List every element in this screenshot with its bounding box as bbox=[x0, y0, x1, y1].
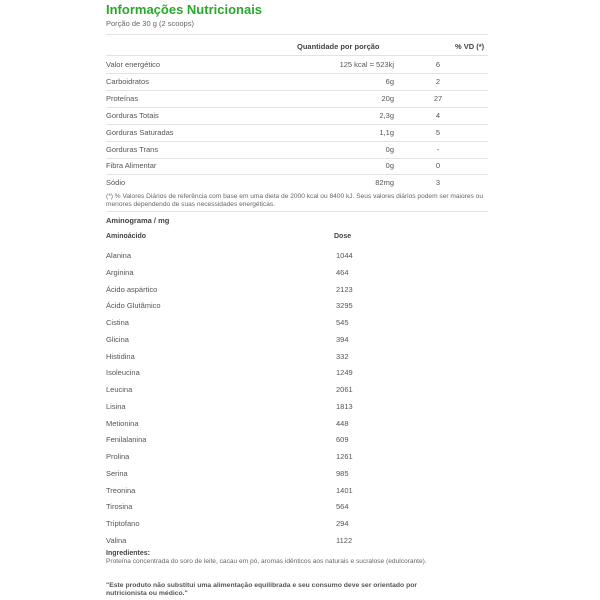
aminoacid-dose: 985 bbox=[336, 468, 349, 478]
nutrient-name: Carboidratos bbox=[106, 76, 149, 86]
nutrient-name: Gorduras Saturadas bbox=[106, 127, 174, 137]
aminoacid-column-header: Aminoácido bbox=[106, 233, 147, 240]
nutrient-name: Proteínas bbox=[106, 93, 139, 103]
nutrient-dv: 27 bbox=[433, 93, 443, 103]
aminoacid-name: Valina bbox=[106, 535, 127, 545]
divider bbox=[106, 158, 488, 159]
table-row bbox=[106, 94, 488, 111]
ingredients-text: Proteína concentrada do soro de leite, cacau em pó, aromas idênticos aos naturais e sucralose (edulcorante). bbox=[106, 558, 427, 565]
divider bbox=[106, 90, 488, 91]
table-row bbox=[106, 111, 488, 128]
aminoacid-dose: 1813 bbox=[336, 401, 353, 411]
nutrient-dv: 4 bbox=[435, 110, 441, 120]
aminoacid-name: Metionina bbox=[106, 418, 139, 428]
aminoacid-dose: 609 bbox=[336, 435, 349, 445]
divider bbox=[106, 141, 488, 142]
table-row bbox=[106, 145, 488, 162]
nutrient-dv: 5 bbox=[435, 127, 441, 137]
aminoacid-dose: 3295 bbox=[336, 301, 353, 311]
portion-size: Porção de 30 g (2 scoops) bbox=[106, 19, 194, 28]
divider bbox=[106, 107, 488, 108]
nutrient-amount: 20g bbox=[381, 93, 394, 103]
nutrient-dv: 2 bbox=[435, 76, 441, 86]
table-row bbox=[106, 419, 366, 436]
aminoacid-name: Isoleucina bbox=[106, 368, 140, 378]
table-row bbox=[106, 318, 366, 335]
nutrient-amount: 0g bbox=[385, 144, 394, 154]
aminoacid-dose: 448 bbox=[336, 418, 349, 428]
table-row bbox=[106, 335, 366, 352]
nutrient-name: Fibra Alimentar bbox=[106, 161, 157, 171]
aminoacid-dose: 1249 bbox=[336, 368, 353, 378]
dose-column-header: Dose bbox=[334, 233, 352, 240]
nutrient-amount: 0g bbox=[385, 161, 394, 171]
amount-column-header: Quantidade por porção bbox=[297, 42, 380, 51]
table-row bbox=[106, 268, 366, 285]
nutrient-dv: - bbox=[436, 144, 440, 154]
nutrient-dv: 6 bbox=[435, 60, 441, 69]
aminoacid-dose: 2123 bbox=[336, 284, 353, 294]
table-row bbox=[106, 285, 366, 302]
table-row bbox=[106, 161, 488, 178]
aminoacid-name: Serina bbox=[106, 468, 128, 478]
aminogram-title: Aminograma / mg bbox=[106, 216, 170, 225]
nutrient-amount: 6g bbox=[385, 76, 394, 86]
divider bbox=[106, 174, 488, 175]
disclaimer: "Este produto não substitui uma alimentação equilibrada e seu consumo deve ser orientado por nutricionista ou médico." bbox=[106, 582, 418, 597]
divider bbox=[106, 73, 488, 74]
divider bbox=[106, 55, 488, 56]
table-row bbox=[106, 251, 366, 268]
aminoacid-dose: 1401 bbox=[336, 485, 353, 495]
aminoacid-name: Ácido Glutâmico bbox=[106, 301, 161, 311]
divider bbox=[106, 124, 488, 125]
aminoacid-name: Glicina bbox=[106, 334, 129, 344]
table-row bbox=[106, 502, 366, 519]
aminoacid-name: Leucina bbox=[106, 385, 133, 394]
aminoacid-name: Tirosina bbox=[106, 502, 133, 512]
aminoacid-name: Prolina bbox=[106, 452, 130, 461]
aminoacid-dose: 464 bbox=[336, 267, 349, 277]
nutrient-name: Gorduras Trans bbox=[106, 144, 159, 154]
aminoacid-dose: 564 bbox=[336, 502, 349, 512]
nutrient-amount: 82mg bbox=[375, 178, 394, 188]
table-row bbox=[106, 60, 488, 77]
aminoacid-name: Fenilalanina bbox=[106, 435, 147, 445]
table-row bbox=[106, 469, 366, 486]
aminoacid-dose: 2061 bbox=[336, 385, 353, 394]
table-row bbox=[106, 77, 488, 94]
aminoacid-name: Cistina bbox=[106, 318, 129, 327]
nutrient-dv: 3 bbox=[435, 178, 441, 188]
aminoacid-name: Alanina bbox=[106, 251, 132, 260]
nutrient-name: Valor energético bbox=[106, 60, 161, 69]
table-row bbox=[106, 128, 488, 145]
aminoacid-name: Treonina bbox=[106, 485, 136, 495]
page-title: Informações Nutricionais bbox=[106, 2, 263, 17]
table-row bbox=[106, 301, 366, 318]
aminoacid-name: Lisina bbox=[106, 401, 126, 411]
nutrient-amount: 125 kcal = 523kj bbox=[339, 60, 394, 69]
table-row bbox=[106, 486, 366, 503]
table-row bbox=[106, 452, 366, 469]
table-row bbox=[106, 435, 366, 452]
nutrient-amount: 2,3g bbox=[379, 110, 394, 120]
table-row bbox=[106, 402, 366, 419]
nutrient-name: Gorduras Totais bbox=[106, 110, 159, 120]
ingredients-title: Ingredientes: bbox=[106, 550, 150, 557]
aminoacid-name: Ácido aspártico bbox=[106, 284, 158, 294]
table-row bbox=[106, 519, 366, 536]
divider bbox=[106, 211, 488, 212]
nutrient-dv: 0 bbox=[435, 161, 441, 171]
dv-column-header: % VD (*) bbox=[455, 42, 485, 51]
aminoacid-name: Triptofano bbox=[106, 519, 140, 528]
nutrient-name: Sódio bbox=[106, 178, 126, 188]
table-row bbox=[106, 352, 366, 369]
aminoacid-name: Histidina bbox=[106, 351, 135, 361]
aminoacid-dose: 1122 bbox=[336, 535, 353, 545]
aminoacid-dose: 1044 bbox=[336, 251, 353, 260]
table-row bbox=[106, 368, 366, 385]
aminoacid-dose: 1261 bbox=[336, 452, 353, 461]
aminoacid-dose: 394 bbox=[336, 334, 349, 344]
aminoacid-name: Arginina bbox=[106, 267, 134, 277]
table-row bbox=[106, 385, 366, 402]
aminoacid-dose: 332 bbox=[336, 351, 349, 361]
nutrient-amount: 1,1g bbox=[379, 127, 394, 137]
footnote: (*) % Valores Diários de referência com base em uma dieta de 2000 kcal ou 8400 kJ. Seus valores diários podem ser maiores ou menores dependendo de suas necessidades energéticas. bbox=[106, 193, 484, 208]
aminoacid-dose: 545 bbox=[336, 318, 349, 327]
aminoacid-dose: 294 bbox=[336, 519, 349, 528]
divider bbox=[106, 34, 488, 35]
